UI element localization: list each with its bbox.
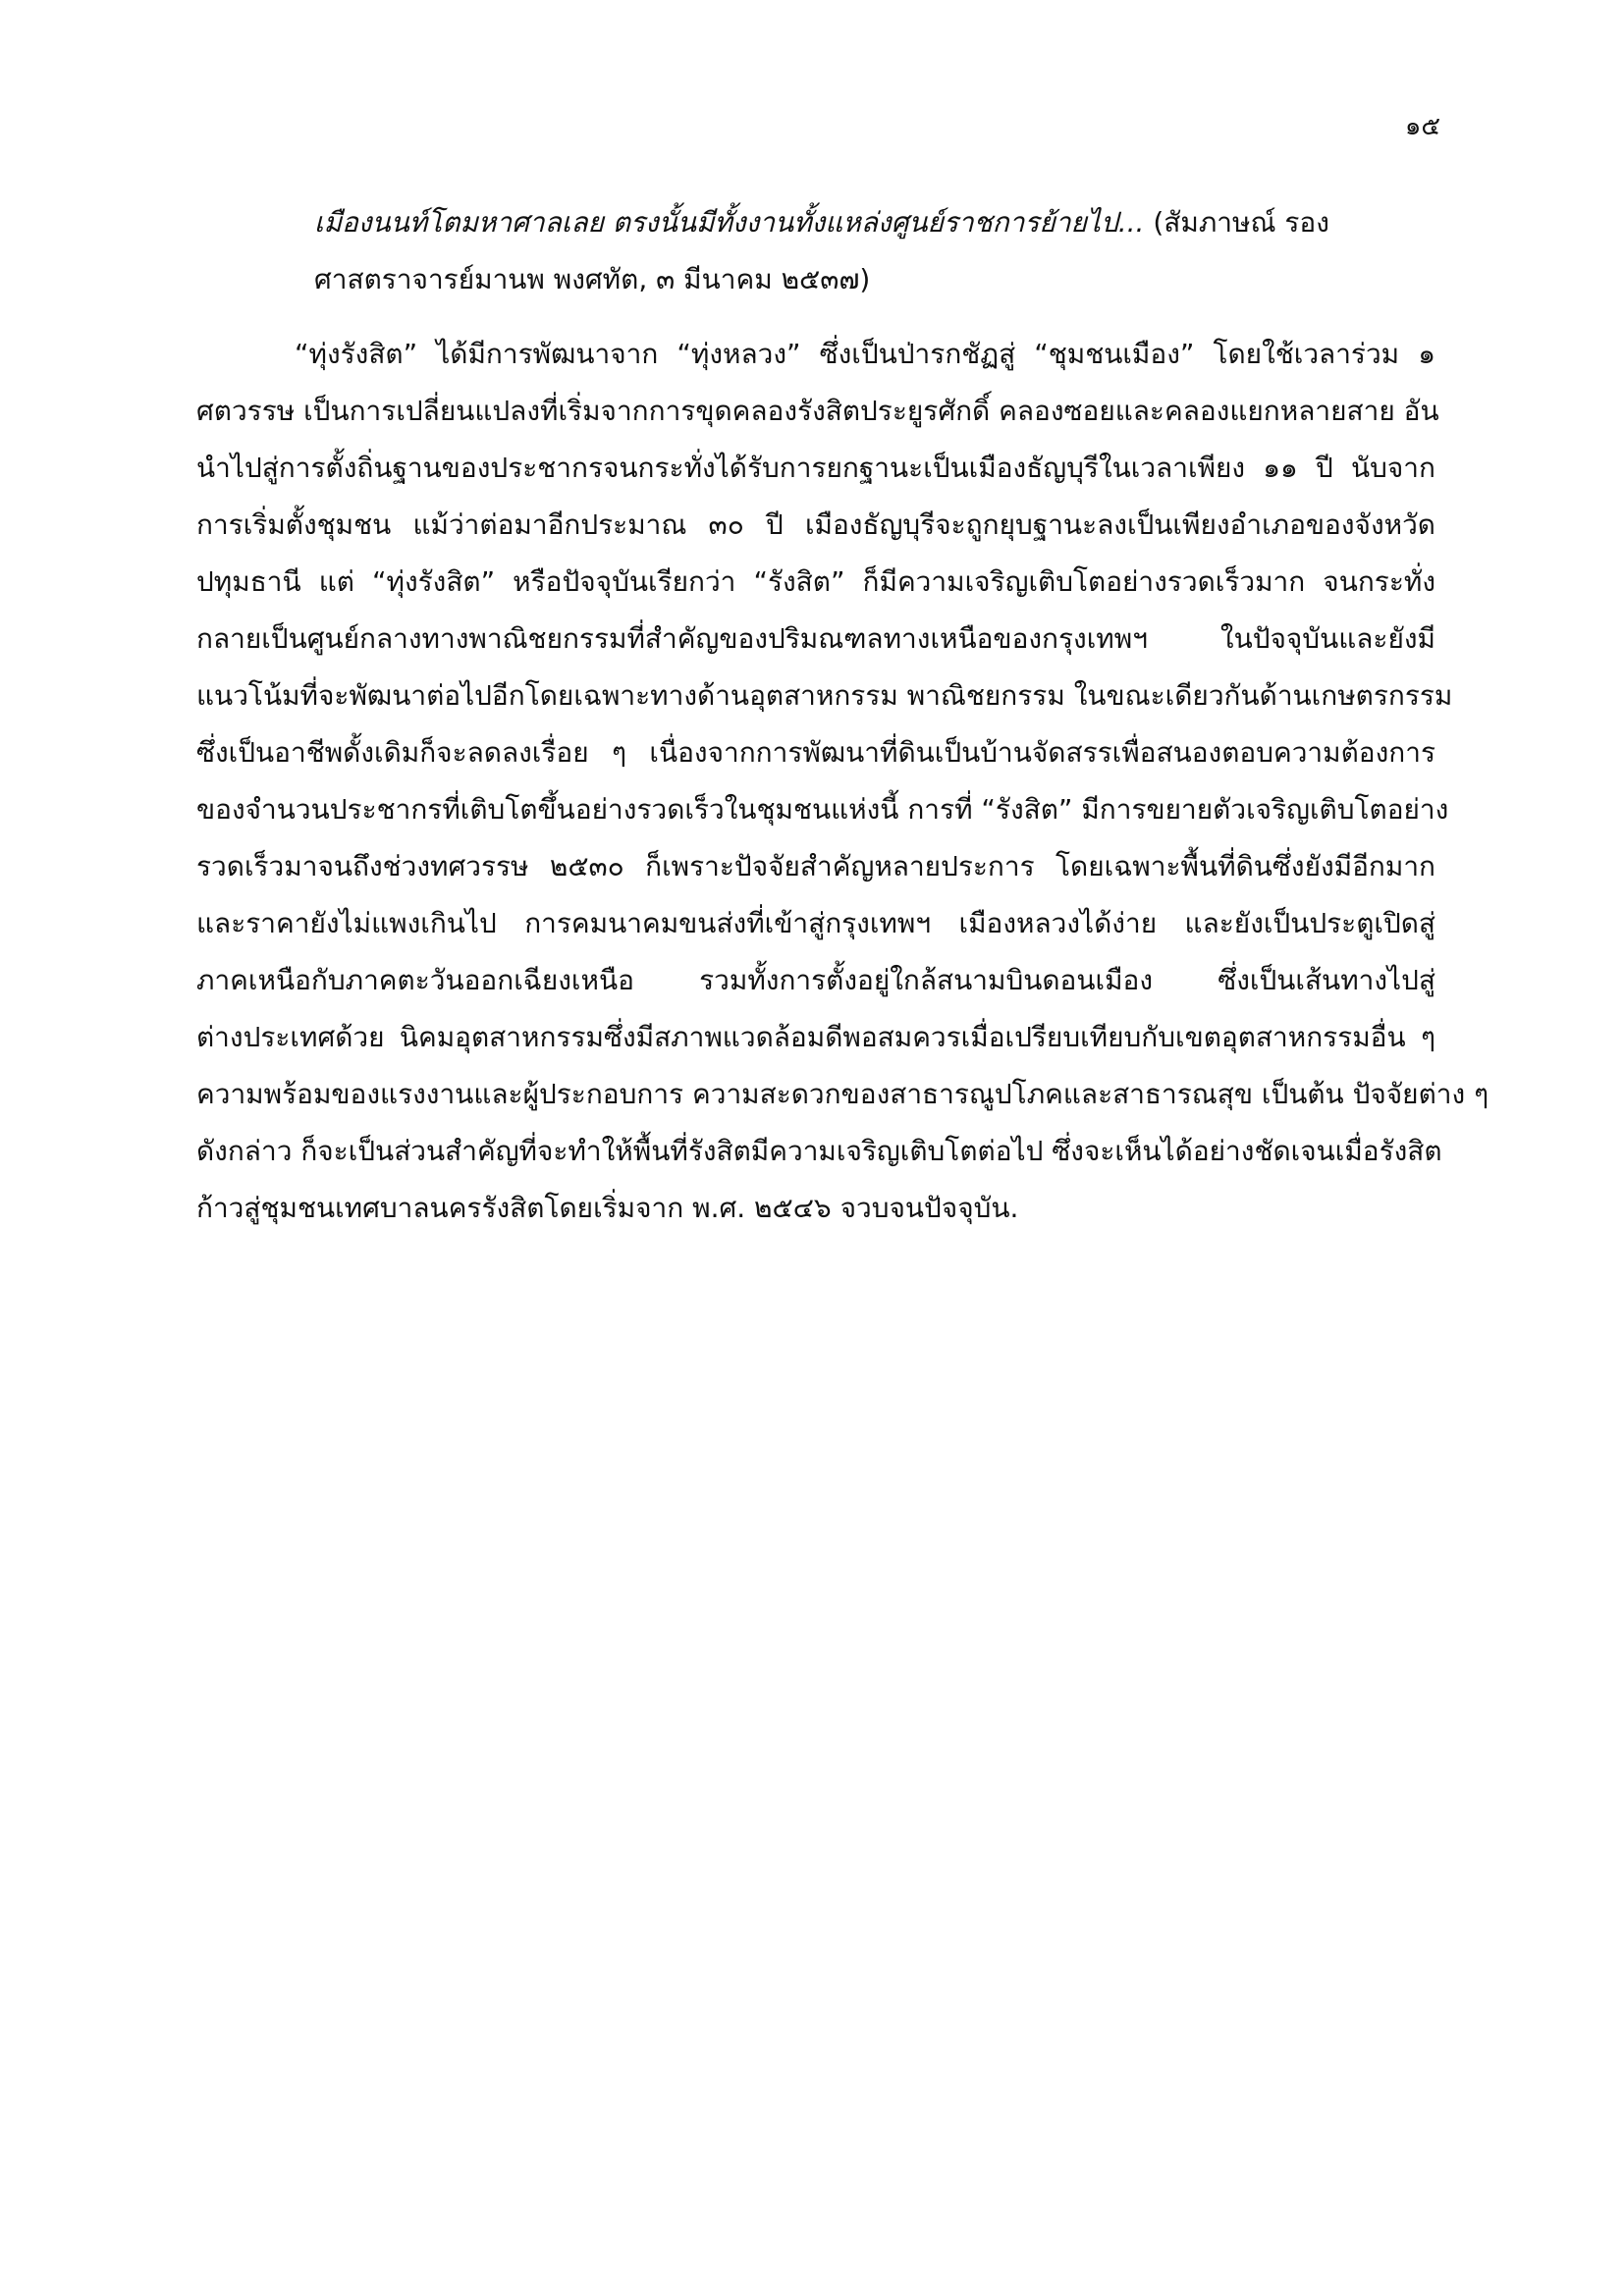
paragraph-line: ดังกล่าว ก็จะเป็นส่วนสำคัญที่จะทำให้พื้นที่รังสิตมีความเจริญเติบโตต่อไป ซึ่งจะเห็นได้อย่างชัดเจนเมื่อรังสิต xyxy=(196,1135,1442,1167)
paragraph-line: ภาคเหนือกับภาคตะวันออกเฉียงเหนือ รวมทั้งการตั้งอยู่ใกล้สนามบินดอนเมือง ซึ่งเป็นเส้นทางไปสู่ xyxy=(196,964,1435,996)
paragraph-line: แนวโน้มที่จะพัฒนาต่อไปอีกโดยเฉพาะทางด้านอุตสาหกรรม พาณิชยกรรม ในขณะเดียวกันด้านเกษตรกรรม xyxy=(196,679,1453,712)
paragraph-line: นำไปสู่การตั้งถิ่นฐานของประชากรจนกระทั่งได้รับการยกฐานะเป็นเมืองธัญบุรีในเวลาเพียง ๑๑ ปี นับจาก xyxy=(196,452,1435,484)
body-paragraph xyxy=(196,326,1489,1237)
paragraph-line: ซึ่งเป็นอาชีพดั้งเดิมก็จะลดลงเรื่อย ๆ เนื่องจากการพัฒนาที่ดินเป็นบ้านจัดสรรเพื่อสนองตอบความต้องการ xyxy=(196,736,1435,769)
paragraph-line: ศตวรรษ เป็นการเปลี่ยนแปลงที่เริ่มจากการขุดคลองรังสิตประยูรศักดิ์ คลองซอยและคลองแยกหลายสาย อัน xyxy=(196,395,1439,427)
paragraph-line: ปทุมธานี แต่ “ทุ่งรังสิต” หรือปัจจุบันเรียกว่า “รังสิต” ก็มีความเจริญเติบโตอย่างรวดเร็วมาก จนกระทั่ง xyxy=(196,565,1435,598)
quote-citation-start: (สัมภาษณ์ รอง xyxy=(1144,206,1329,239)
paragraph-line: กลายเป็นศูนย์กลางทางพาณิชยกรรมที่สำคัญของปริมณฑลทางเหนือของกรุงเทพฯ ในปัจจุบันและยังมี xyxy=(196,622,1435,655)
paragraph-line: รวดเร็วมาจนถึงช่วงทศวรรษ ๒๕๓๐ ก็เพราะปัจจัยสำคัญหลายประการ โดยเฉพาะพื้นที่ดินซึ่งยังมีอีกมาก xyxy=(196,850,1435,882)
paragraph-line: และราคายังไม่แพงเกินไป การคมนาคมขนส่งที่เข้าสู่กรุงเทพฯ เมืองหลวงได้ง่าย และยังเป็นประตูเปิดสู่ xyxy=(196,907,1435,939)
quote-line-1 xyxy=(314,194,1394,251)
paragraph-line: “ทุ่งรังสิต” ได้มีการพัฒนาจาก “ทุ่งหลวง” ซึ่งเป็นป่ารกชัฏสู่ “ชุมชนเมือง” โดยใช้เวลาร่วม ๑ xyxy=(295,338,1435,370)
paragraph-line: ต่างประเทศด้วย นิคมอุตสาหกรรมซึ่งมีสภาพแวดล้อมดีพอสมควรเมื่อเปรียบเทียบกับเขตอุตสาหกรรมอื่น ๆ xyxy=(196,1021,1435,1053)
interview-quote xyxy=(314,194,1394,308)
quote-text: เมืองนนท์โตมหาศาลเลย ตรงนั้นมีทั้งงานทั้งแหล่งศูนย์ราชการย้ายไป... xyxy=(314,206,1145,239)
paragraph-line: ความพร้อมของแรงงานและผู้ประกอบการ ความสะดวกของสาธารณูปโภคและสาธารณสุข เป็นต้น ปัจจัยต่าง ๆ xyxy=(196,1078,1489,1110)
page-number: ๑๕ xyxy=(1404,112,1440,141)
quote-citation-end: ศาสตราจารย์มานพ พงศทัต, ๓ มีนาคม ๒๕๓๗) xyxy=(314,263,871,295)
paragraph-line: ของจำนวนประชากรที่เติบโตขึ้นอย่างรวดเร็วในชุมชนแห่งนี้ การที่ “รังสิต” มีการขยายตัวเจริญเติบโตอย่าง xyxy=(196,793,1449,826)
paragraph-line: ก้าวสู่ชุมชนเทศบาลนครรังสิตโดยเริ่มจาก พ.ศ. ๒๕๔๖ จวบจนปัจจุบัน. xyxy=(196,1192,1019,1224)
paragraph-line: การเริ่มตั้งชุมชน แม้ว่าต่อมาอีกประมาณ ๓๐ ปี เมืองธัญบุรีจะถูกยุบฐานะลงเป็นเพียงอำเภอของจังหวัด xyxy=(196,508,1435,541)
